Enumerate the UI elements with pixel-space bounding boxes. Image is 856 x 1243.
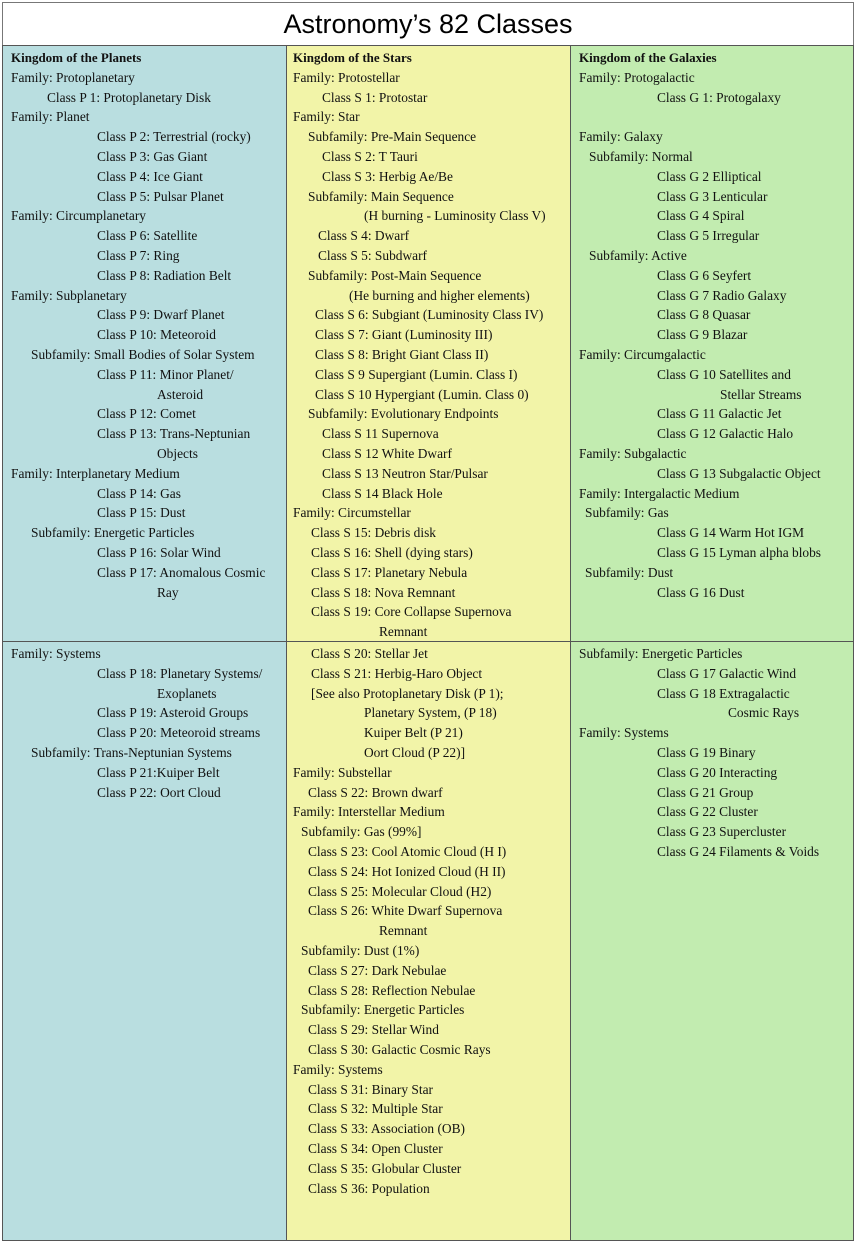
class-entry: Class G 21 Group — [657, 784, 754, 800]
class-entry: Class P 19: Asteroid Groups — [97, 705, 249, 721]
class-entry: Class G 5 Irregular — [657, 228, 760, 244]
class-entry: Class G 11 Galactic Jet — [657, 406, 782, 422]
class-entry: Class S 14 Black Hole — [322, 485, 443, 501]
class-entry: Class P 15: Dust — [97, 505, 186, 521]
class-entry: Class S 3: Herbig Ae/Be — [322, 168, 453, 184]
class-entry: Class G 12 Galactic Halo — [657, 426, 794, 442]
family-label: Family: Interplanetary Medium — [11, 465, 180, 481]
class-entry: Class S 28: Reflection Nebulae — [308, 982, 476, 998]
family-label: Family: Interstellar Medium — [293, 804, 445, 820]
class-entry: Class P 21:Kuiper Belt — [97, 764, 220, 780]
class-entry: Class S 26: White Dwarf Supernova — [308, 903, 503, 919]
class-entry: Class P 12: Comet — [97, 406, 196, 422]
class-entry: Class G 7 Radio Galaxy — [657, 287, 787, 303]
subfamily-label: Subfamily: Trans-Neptunian Systems — [31, 745, 232, 760]
subfamily-label: Subfamily: Dust — [585, 564, 674, 580]
kingdom-header-kingdom-of-the-stars: Kingdom of the Stars — [293, 50, 412, 65]
page-title: Astronomy’s 82 Classes — [2, 2, 854, 45]
class-entry: Class P 18: Planetary Systems/ — [97, 665, 263, 681]
class-entry: Class S 35: Globular Cluster — [308, 1160, 462, 1176]
family-label: Family: Substellar — [293, 764, 392, 780]
class-entry: Class S 12 White Dwarf — [322, 446, 452, 461]
class-entry: Class S 5: Subdwarf — [318, 248, 427, 263]
kingdom-header-kingdom-of-the-planets: Kingdom of the Planets — [11, 50, 142, 65]
class-entry: Class S 8: Bright Giant Class II) — [315, 347, 489, 362]
class-entry: Class P 11: Minor Planet/ — [97, 366, 234, 382]
class-entry: Class P 2: Terrestrial (rocky) — [97, 129, 251, 145]
class-entry: Class S 27: Dark Nebulae — [308, 962, 447, 978]
subfamily-label: Subfamily: Gas — [585, 505, 669, 521]
class-entry: Class S 11 Supernova — [322, 426, 439, 442]
class-entry: Class P 20: Meteoroid streams — [97, 725, 261, 741]
class-entry: Class S 9 Supergiant (Lumin. Class I) — [315, 366, 518, 382]
class-entry: Class S 23: Cool Atomic Cloud (H I) — [308, 844, 507, 859]
class-entry: Class S 24: Hot Ionized Cloud (H II) — [308, 863, 506, 879]
class-entry: Class G 1: Protogalaxy — [657, 89, 781, 105]
class-entry: Kuiper Belt (P 21) — [364, 725, 463, 741]
class-entry: Class G 15 Lyman alpha blobs — [657, 545, 822, 560]
class-entry: Class S 36: Population — [308, 1180, 430, 1196]
class-entry: Class P 1: Protoplanetary Disk — [47, 89, 211, 105]
family-label: Family: Systems — [293, 1061, 383, 1077]
family-label: Family: Systems — [11, 646, 101, 661]
class-entry: Class S 7: Giant (Luminosity III) — [315, 327, 493, 343]
class-entry: (H burning - Luminosity Class V) — [364, 208, 546, 224]
class-entry: Class G 2 Elliptical — [657, 168, 762, 184]
class-entry: [See also Protoplanetary Disk (P 1); — [311, 685, 504, 701]
family-label: Family: Protoplanetary — [11, 69, 135, 85]
family-label: Family: Galaxy — [579, 129, 663, 145]
family-label: Family: Protostellar — [293, 69, 400, 85]
class-entry: Remnant — [379, 624, 428, 640]
class-entry: Exoplanets — [157, 685, 217, 701]
class-entry: (He burning and higher elements) — [349, 287, 530, 303]
family-label: Family: Circumgalactic — [579, 347, 706, 362]
class-entry: Class P 6: Satellite — [97, 228, 198, 244]
class-entry: Class G 22 Cluster — [657, 804, 758, 820]
family-label: Family: Intergalactic Medium — [579, 485, 740, 501]
class-entry: Stellar Streams — [720, 386, 802, 402]
class-entry: Class S 30: Galactic Cosmic Rays — [308, 1042, 491, 1057]
stars-bottom-cell — [286, 641, 571, 1241]
class-entry: Class G 23 Supercluster — [657, 824, 787, 840]
class-entry: Class S 32: Multiple Star — [308, 1101, 443, 1117]
subfamily-label: Subfamily: Energetic Particles — [31, 525, 195, 541]
class-entry: Asteroid — [157, 386, 204, 402]
class-entry: Class S 16: Shell (dying stars) — [311, 545, 473, 560]
subfamily-label: Subfamily: Gas (99%] — [301, 824, 422, 840]
class-entry: Class S 31: Binary Star — [308, 1081, 433, 1097]
class-entry: Class G 17 Galactic Wind — [657, 665, 797, 681]
subfamily-label: Subfamily: Post-Main Sequence — [308, 267, 482, 283]
galaxies-top-cell — [570, 45, 854, 642]
subfamily-label: Subfamily: Energetic Particles — [579, 646, 743, 661]
class-entry: Class P 16: Solar Wind — [97, 545, 221, 560]
class-entry: Class P 13: Trans-Neptunian — [97, 426, 251, 442]
family-label: Family: Planet — [11, 109, 90, 125]
classification-table — [2, 45, 854, 1241]
class-entry: Remnant — [379, 923, 428, 939]
family-label: Family: Systems — [579, 725, 669, 741]
family-label: Family: Subplanetary — [11, 287, 127, 303]
class-entry: Class S 34: Open Cluster — [308, 1141, 443, 1156]
class-entry: Class G 10 Satellites and — [657, 366, 791, 382]
class-entry: Class G 20 Interacting — [657, 764, 778, 780]
class-entry: Class G 8 Quasar — [657, 307, 751, 323]
class-entry: Class S 20: Stellar Jet — [311, 646, 428, 661]
family-label: Family: Star — [293, 109, 360, 125]
family-label: Family: Circumplanetary — [11, 208, 146, 224]
class-entry: Ray — [157, 584, 179, 600]
planets-bottom-cell — [2, 641, 287, 1241]
class-entry: Class S 29: Stellar Wind — [308, 1022, 439, 1038]
subfamily-label: Subfamily: Main Sequence — [308, 188, 454, 204]
class-entry: Class S 25: Molecular Cloud (H2) — [308, 883, 492, 899]
class-entry: Class G 24 Filaments & Voids — [657, 844, 820, 859]
family-label: Family: Circumstellar — [293, 505, 411, 521]
class-entry: Class P 10: Meteoroid — [97, 327, 216, 343]
subfamily-label: Subfamily: Dust (1%) — [301, 943, 420, 958]
class-entry: Class P 22: Oort Cloud — [97, 784, 221, 800]
class-entry: Class S 10 Hypergiant (Lumin. Class 0) — [315, 386, 529, 402]
kingdom-header-kingdom-of-the-galaxies: Kingdom of the Galaxies — [579, 50, 717, 65]
class-entry: Class S 1: Protostar — [322, 89, 428, 105]
subfamily-label: Subfamily: Small Bodies of Solar System — [31, 347, 255, 362]
class-entry: Class S 22: Brown dwarf — [308, 784, 443, 800]
class-entry: Class P 4: Ice Giant — [97, 168, 203, 184]
planets-top-cell — [2, 45, 287, 642]
class-entry: Class S 15: Debris disk — [311, 525, 436, 541]
class-entry: Class P 14: Gas — [97, 485, 181, 501]
class-entry: Class G 13 Subgalactic Object — [657, 465, 821, 481]
class-entry: Class P 9: Dwarf Planet — [97, 307, 225, 323]
class-entry: Class G 6 Seyfert — [657, 267, 752, 283]
subfamily-label: Subfamily: Normal — [589, 149, 693, 164]
class-entry: Class S 17: Planetary Nebula — [311, 564, 468, 580]
class-entry: Class G 16 Dust — [657, 584, 745, 600]
class-entry: Class G 4 Spiral — [657, 208, 745, 224]
class-entry: Class S 18: Nova Remnant — [311, 584, 456, 600]
class-entry: Class G 3 Lenticular — [657, 188, 768, 204]
class-entry: Class S 4: Dwarf — [318, 228, 410, 244]
class-entry: Class G 9 Blazar — [657, 327, 748, 343]
class-entry: Class G 18 Extragalactic — [657, 685, 790, 701]
class-entry: Class S 33: Association (OB) — [308, 1121, 465, 1137]
class-entry: Class P 17: Anomalous Cosmic — [97, 564, 266, 580]
class-entry: Class S 2: T Tauri — [322, 149, 418, 164]
class-entry: Class P 8: Radiation Belt — [97, 267, 232, 283]
family-label: Family: Protogalactic — [579, 69, 695, 85]
galaxies-bottom-cell — [570, 641, 854, 1241]
family-label: Family: Subgalactic — [579, 446, 687, 461]
class-entry: Class P 3: Gas Giant — [97, 149, 208, 164]
subfamily-label: Subfamily: Evolutionary Endpoints — [308, 406, 499, 422]
class-entry — [571, 107, 853, 127]
subfamily-label: Subfamily: Energetic Particles — [301, 1002, 465, 1018]
class-entry: Class S 19: Core Collapse Supernova — [311, 604, 512, 620]
class-entry: Class S 21: Herbig-Haro Object — [311, 665, 483, 681]
class-entry: Class P 5: Pulsar Planet — [97, 188, 224, 204]
class-entry: Class G 14 Warm Hot IGM — [657, 525, 805, 541]
class-entry: Oort Cloud (P 22)] — [364, 745, 466, 760]
class-entry: Class S 13 Neutron Star/Pulsar — [322, 465, 488, 481]
class-entry: Planetary System, (P 18) — [364, 705, 497, 721]
stars-top-cell — [286, 45, 571, 642]
class-entry: Class G 19 Binary — [657, 745, 756, 760]
class-entry: Cosmic Rays — [728, 705, 800, 721]
class-entry: Class P 7: Ring — [97, 248, 180, 263]
subfamily-label: Subfamily: Active — [589, 248, 687, 263]
subfamily-label: Subfamily: Pre-Main Sequence — [308, 129, 477, 145]
class-entry: Class S 6: Subgiant (Luminosity Class IV) — [315, 307, 544, 323]
class-entry: Objects — [157, 446, 198, 461]
